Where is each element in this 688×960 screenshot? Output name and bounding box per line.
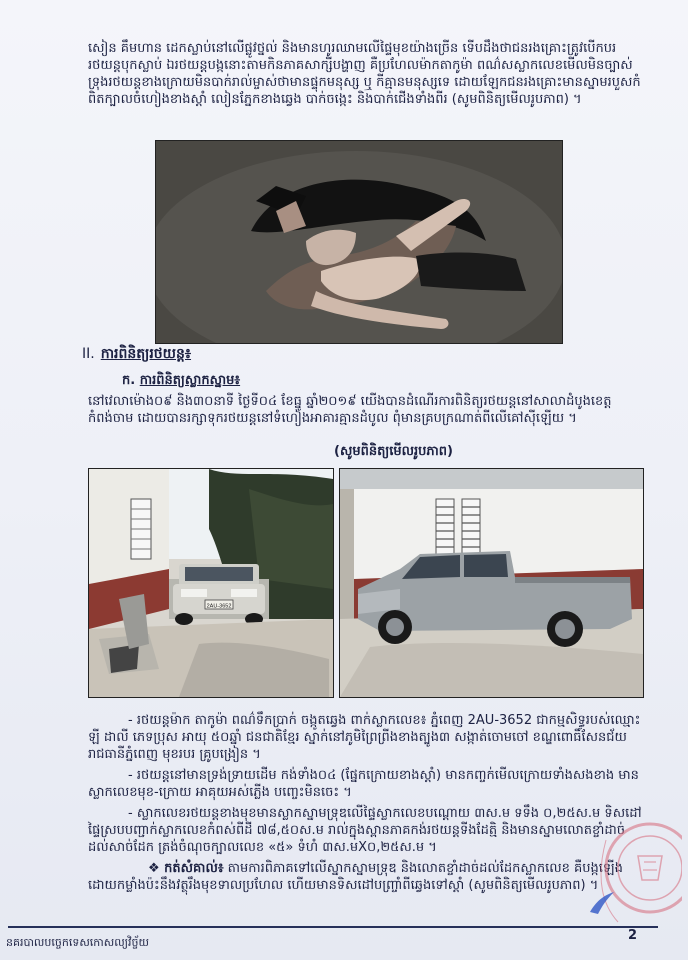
plate-text: 2AU-3652 — [206, 603, 232, 610]
section-heading — [82, 346, 191, 363]
intro-paragraph: សៀន គឹមហាន ដេកស្លាប់នៅលើផ្លូវថ្នល់ និងមានហូរឈាមលើផ្ទៃមុខយ៉ាងច្រើន ទើបដឹងថាជនរងគ្រោះត្រូវបើកបររថយន្តបុកស្លាប់ ឯរថយន្តបង្កនោះតាមកិនភាគសាក្សីបង្ហាញ គឺប្រហែលម៉ាកតាកូម៉ា ពណ៌សស្លាកលេខមើលមិនច្បាស់ ទ្រុងរថយន្តខាងក្រោយមិនបាក់រាល់ម្ចាស់ថាមានផ្ទុកមនុស្ស ឬ កីគ្មានមនុស្សទេ ដោយឡែកជនរងគ្រោះមានស្នាមរបួសកំពិតក្បាលចំហៀងខាងស្តាំ លៀនភ្នែកខាងឆ្វេង បាក់ចង្កេះ និងបាក់ជើងទាំងពីរ (សូមពិនិត្យមើលរូបភាព) ។ — [88, 41, 641, 107]
note-label: ❖ កត់សំគាល់៖ — [148, 861, 224, 876]
footer-department: នគរបាលបច្ចេកទេសកោសល្យវិច្ច័យ — [6, 936, 149, 949]
note-text: តាមការពិភាគទៅលើស្នាកស្នាមទ្រុឌ និងលោតខ្ចាំដាច់ដល់ដែកស្លាកលេខ គឺបង្កឡើងដោយកម្លាំងប៉ះនឹងវត្ថុរឹងមុខទាលប្រហែល ហើយមានទិសដៅបញ្ច្រាំពីឆ្វេងទៅស្តាំ (សូមពិនិត្យមើលរូបភាព) ។ — [88, 861, 623, 893]
vehicle-details — [88, 712, 644, 898]
blue-pen-mark-icon — [588, 890, 618, 916]
section-number: II. — [82, 346, 95, 362]
vehicle-side-photo — [339, 468, 644, 698]
vehicle-front-graphic — [89, 469, 333, 697]
vehicle-front-photo — [88, 468, 334, 698]
note-paragraph — [88, 860, 644, 894]
vehicle-side-graphic — [340, 469, 643, 697]
victim-photo-graphic — [156, 141, 562, 343]
sub-heading — [122, 372, 240, 389]
detail-plate-damage: - ស្លាកលេខរថយន្តខាងមុខមានស្លាកស្នាមទ្រុឌលើផ្ទៃស្លាកលេខបណ្តោយ ៣ស.ម ទទឹង ០,២៥ស.ម ទិសដៅផ្ទៃស្របបញ្ជាក់ស្លាកលេខកំពស់ពីដី ៧៨,៥០ស.ម រាល់ក្នុងស្ពានភាគកង់រថយន្តទីងដែតិ្ម និងមានស្នាមលោតខ្ចាំដាច់ដល់សាច់ដែក ត្រង់ចំណុចក្បាលលេខ «៥» ទំហំ ៣ស.មX០,២៥ស.ម ។ — [88, 806, 642, 855]
page-number: 2 — [628, 928, 638, 943]
footer-rule — [8, 926, 658, 928]
victim-photo — [155, 140, 563, 344]
section-title: ការពិនិត្យរថយន្ត៖ — [100, 346, 192, 362]
sub-title: ការពិនិត្យស្លាកស្នាម៖ — [139, 373, 241, 388]
inspection-paragraph: នៅវេលាម៉ោង០៩ និង៣០នាទី ថ្ងៃទី០៤ ខែធ្នូ ឆ្នាំ២០១៩ យើងបានដំណើរការពិនិត្យរថយន្តនៅសាលាដំបូងខេត្តកំពង់ចាម ដោយបានរក្សាទុករថយន្តនៅទំហៀងអាគារគ្មានដំបូល ពុំមានគ្របក្រណាត់ពីលើគៅស៊ីឡើយ ។ — [88, 394, 612, 426]
sub-label: ក. — [122, 373, 136, 388]
detail-owner: - រថយន្តម៉ាក តាកូម៉ា ពណ៌ទឹកប្រាក់ ចង្កូតឆ្វេង ពាក់ស្លាកលេខ៖ ភ្នំពេញ 2AU-3652 ជាកម្មសិទ្ធរបស់ឈ្មោះ ឡី ដាលី ភេទប្រុស អាយុ ៥០ឆ្នាំ ជនជាតិខ្មែរ ស្នាក់នៅភូមិព្រៃព្រីងខាងត្បូង៣ សង្កាត់ចោមចៅ ខណ្ឌពោធិ៍សែនជ័យ រាជធានីភ្នំពេញ មុខរបរ គ្រូបង្រៀន ។ — [88, 713, 641, 762]
photo-caption: (សូមពិនិត្យមើលរូបភាព) — [334, 444, 453, 459]
detail-condition: - រថយន្តនៅមានទ្រង់ទ្រាយដើម កង់ទាំង០៤ (ផ្នែកក្រោយខាងស្តាំ) មានកញ្ចក់មើលក្រោយទាំងសងខាង មានស្លាកលេខមុខ-ក្រោយ អាគុយអស់ភ្លើង បញ្ចេះមិនចេះ ។ — [88, 768, 639, 800]
